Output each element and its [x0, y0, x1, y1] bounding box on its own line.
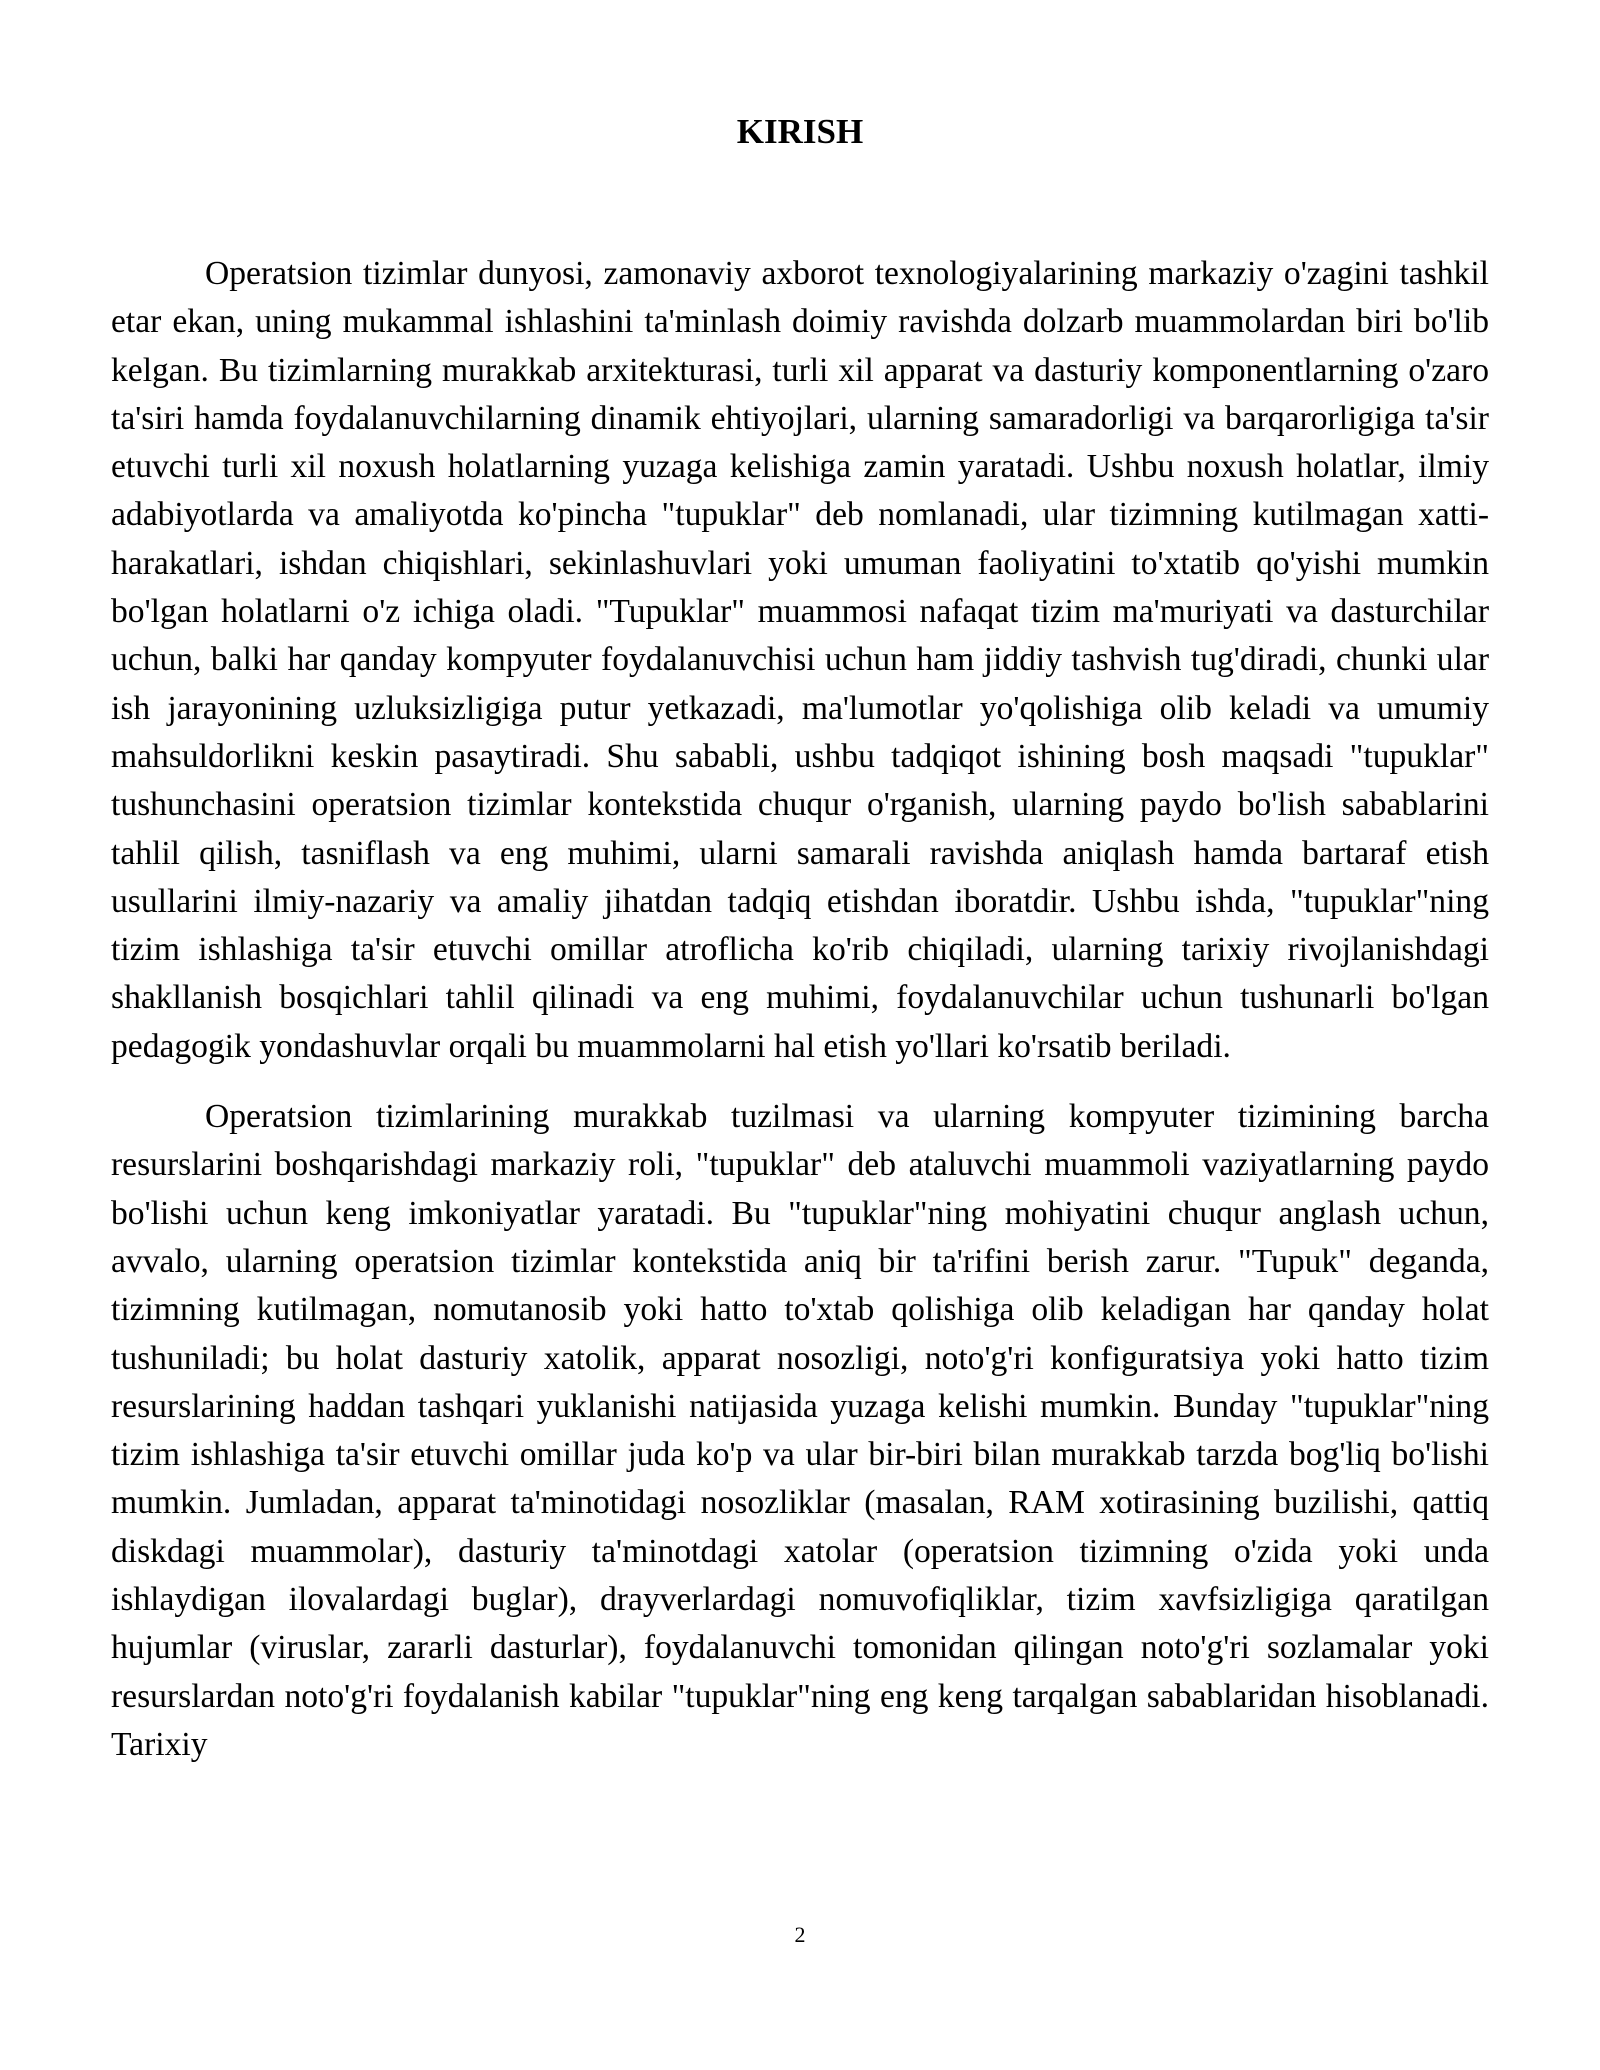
page-title: KIRISH: [736, 112, 864, 151]
paragraph-2: Operatsion tizimlarining murakkab tuzilmasi va ularning kompyuter tizimining barcha resurslarini boshqarishdagi markaziy roli, "tupuklar" deb ataluvchi muammoli vaziyatlarning paydo bo'lishi uchun keng imkoniyatlar yaratadi. Bu "tupuklar"ning mohiyatini chuqur anglash uchun, avvalo, ularning operatsion tizimlar kontekstida aniq bir ta'rifini berish zarur. "Tupuk" deganda, tizimning kutilmagan, nomutanosib yoki hatto to'xtab qolishiga olib keladigan har qanday holat tushuniladi; bu holat dasturiy xatolik, apparat nosozligi, noto'g'ri konfiguratsiya yoki hatto tizim resurslarining haddan tashqari yuklanishi natijasida yuzaga kelishi mumkin. Bunday "tupuklar"ning tizim ishlashiga ta'sir etuvchi omillar juda ko'p va ular bir-biri bilan murakkab tarzda bog'liq bo'lishi mumkin. Jumladan, apparat ta'minotidagi nosozliklar (masalan, RAM xotirasining buzilishi, qattiq diskdagi muammolar), dasturiy ta'minotdagi xatolar (operatsion tizimning o'zida yoki unda ishlaydigan ilovalardagi buglar), drayverlardagi nomuvofiqliklar, tizim xavfsizligiga qaratilgan hujumlar (viruslar, zararli dasturlar), foydalanuvchi tomonidan qilingan noto'g'ri sozlamalar yoki resurslardan noto'g'ri foydalanish kabilar "tupuklar"ning eng keng tarqalgan sabablaridan hisoblanadi. Tarixiy: [111, 1098, 1489, 1763]
paragraph-1: Operatsion tizimlar dunyosi, zamonaviy axborot texnologiyalarining markaziy o'zagini tashkil etar ekan, uning mukammal ishlashini ta'minlash doimiy ravishda dolzarb muammolardan biri bo'lib kelgan. Bu tizimlarning murakkab arxitekturasi, turli xil apparat va dasturiy komponentlarning o'zaro ta'siri hamda foydalanuvchilarning dinamik ehtiyojlari, ularning samaradorligi va barqarorligiga ta'sir etuvchi turli xil noxush holatlarning yuzaga kelishiga zamin yaratadi. Ushbu noxush holatlar, ilmiy adabiyotlarda va amaliyotda ko'pincha "tupuklar" deb nomlanadi, ular tizimning kutilmagan xatti-harakatlari, ishdan chiqishlari, sekinlashuvlari yoki umuman faoliyatini to'xtatib qo'yishi mumkin bo'lgan holatlarni o'z ichiga oladi. "Tupuklar" muammosi nafaqat tizim ma'muriyati va dasturchilar uchun, balki har qanday kompyuter foydalanuvchisi uchun ham jiddiy tashvish tug'diradi, chunki ular ish jarayonining uzluksizligiga putur yetkazadi, ma'lumotlar yo'qolishiga olib keladi va umumiy mahsuldorlikni keskin pasaytiradi. Shu sababli, ushbu tadqiqot ishining bosh maqsadi "tupuklar" tushunchasini operatsion tizimlar kontekstida chuqur o'rganish, ularning paydo bo'lish sabablarini tahlil qilish, tasniflash va eng muhimi, ularni samarali ravishda aniqlash hamda bartaraf etish usullarini ilmiy-nazariy va amaliy jihatdan tadqiq etishdan iboratdir. Ushbu ishda, "tupuklar"ning tizim ishlashiga ta'sir etuvchi omillar atroflicha ko'rib chiqiladi, ularning tarixiy rivojlanishdagi shakllanish bosqichlari tahlil qilinadi va eng muhimi, foydalanuvchilar uchun tushunarli bo'lgan pedagogik yondashuvlar orqali bu muammolarni hal etish yo'llari ko'rsatib beriladi.: [111, 255, 1489, 1065]
body-text: [111, 250, 1489, 1791]
page-number: 2: [794, 1922, 806, 1947]
